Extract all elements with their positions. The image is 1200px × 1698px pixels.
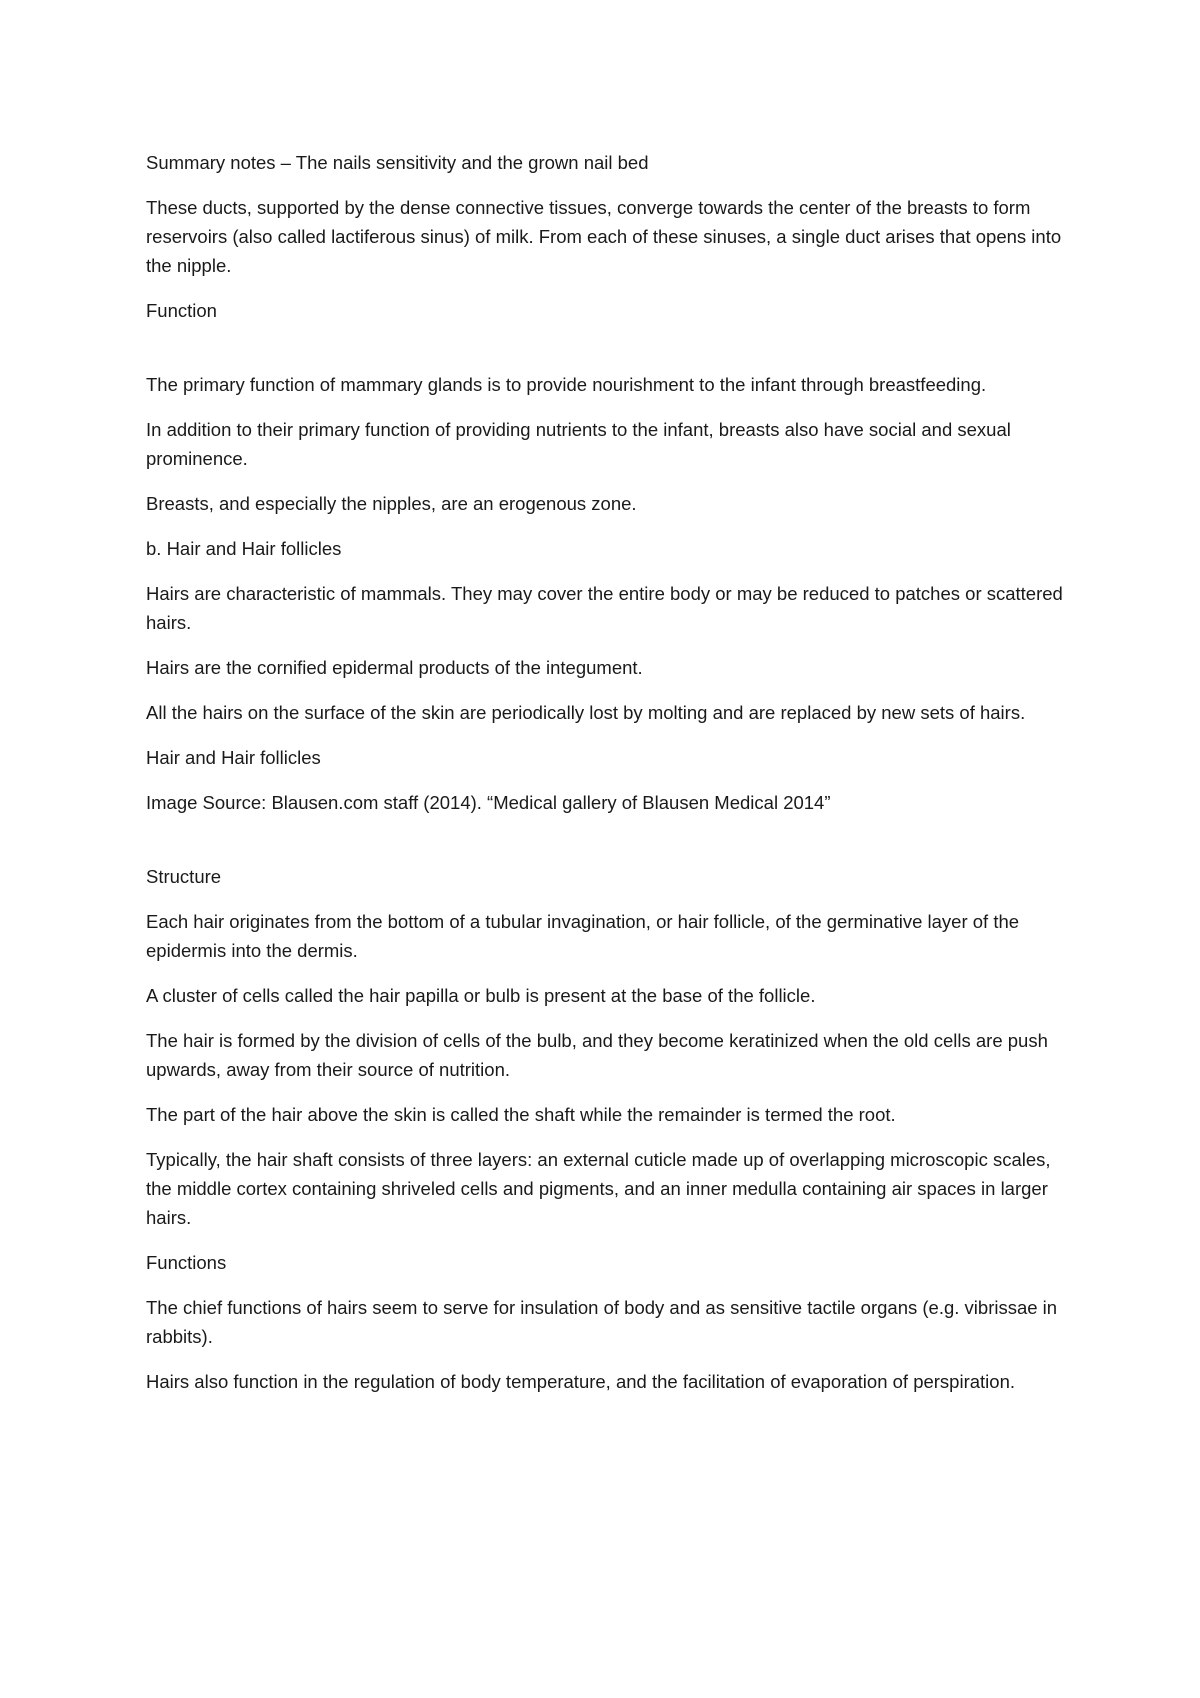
paragraph-papilla: A cluster of cells called the hair papilla or bulb is present at the base of the follicle.: [146, 985, 816, 1006]
paragraph-cornified: Hairs are the cornified epidermal products of the integument.: [146, 657, 643, 678]
paragraph-social-prominence: In addition to their primary function of providing nutrients to the infant, breasts also have social and sexual prominence.: [146, 419, 1011, 469]
document-body: [146, 148, 1071, 1412]
heading-function: Function: [146, 300, 217, 321]
paragraph-primary-function: The primary function of mammary glands is to provide nourishment to the infant through breastfeeding.: [146, 374, 987, 395]
paragraph-molting: All the hairs on the surface of the skin are periodically lost by molting and are replaced by new sets of hairs.: [146, 702, 1026, 723]
image-source: Image Source: Blausen.com staff (2014). “Medical gallery of Blausen Medical 2014”: [146, 792, 831, 813]
paragraph-insulation: The chief functions of hairs seem to serve for insulation of body and as sensitive tactile organs (e.g. vibrissae in rabbits).: [146, 1297, 1058, 1347]
paragraph-erogenous-zone: Breasts, and especially the nipples, are an erogenous zone.: [146, 493, 637, 514]
paragraph-keratinized: The hair is formed by the division of cells of the bulb, and they become keratinized when the old cells are push upwards, away from their source of nutrition.: [146, 1030, 1048, 1080]
paragraph-temperature: Hairs also function in the regulation of body temperature, and the facilitation of evaporation of perspiration.: [146, 1371, 1015, 1392]
paragraph-ducts: These ducts, supported by the dense connective tissues, converge towards the center of the breasts to form reservoirs (also called lactiferous sinus) of milk. From each of these sinuses, a single duct arises that opens into the nipple.: [146, 197, 1062, 276]
heading-functions: Functions: [146, 1252, 227, 1273]
figure-caption: Hair and Hair follicles: [146, 747, 321, 768]
paragraph-hairs-characteristic: Hairs are characteristic of mammals. They may cover the entire body or may be reduced to patches or scattered hairs.: [146, 583, 1063, 633]
heading-structure: Structure: [146, 866, 222, 887]
paragraph-hair-origin: Each hair originates from the bottom of a tubular invagination, or hair follicle, of the germinative layer of the epidermis into the dermis.: [146, 911, 1020, 961]
heading-hair-follicles: b. Hair and Hair follicles: [146, 538, 342, 559]
document-title: Summary notes – The nails sensitivity and the grown nail bed: [146, 152, 649, 173]
paragraph-shaft-root: The part of the hair above the skin is called the shaft while the remainder is termed the root.: [146, 1104, 896, 1125]
paragraph-three-layers: Typically, the hair shaft consists of three layers: an external cuticle made up of overlapping microscopic scales, the middle cortex containing shriveled cells and pigments, and an inner medulla containing air spaces in larger hairs.: [146, 1149, 1051, 1228]
